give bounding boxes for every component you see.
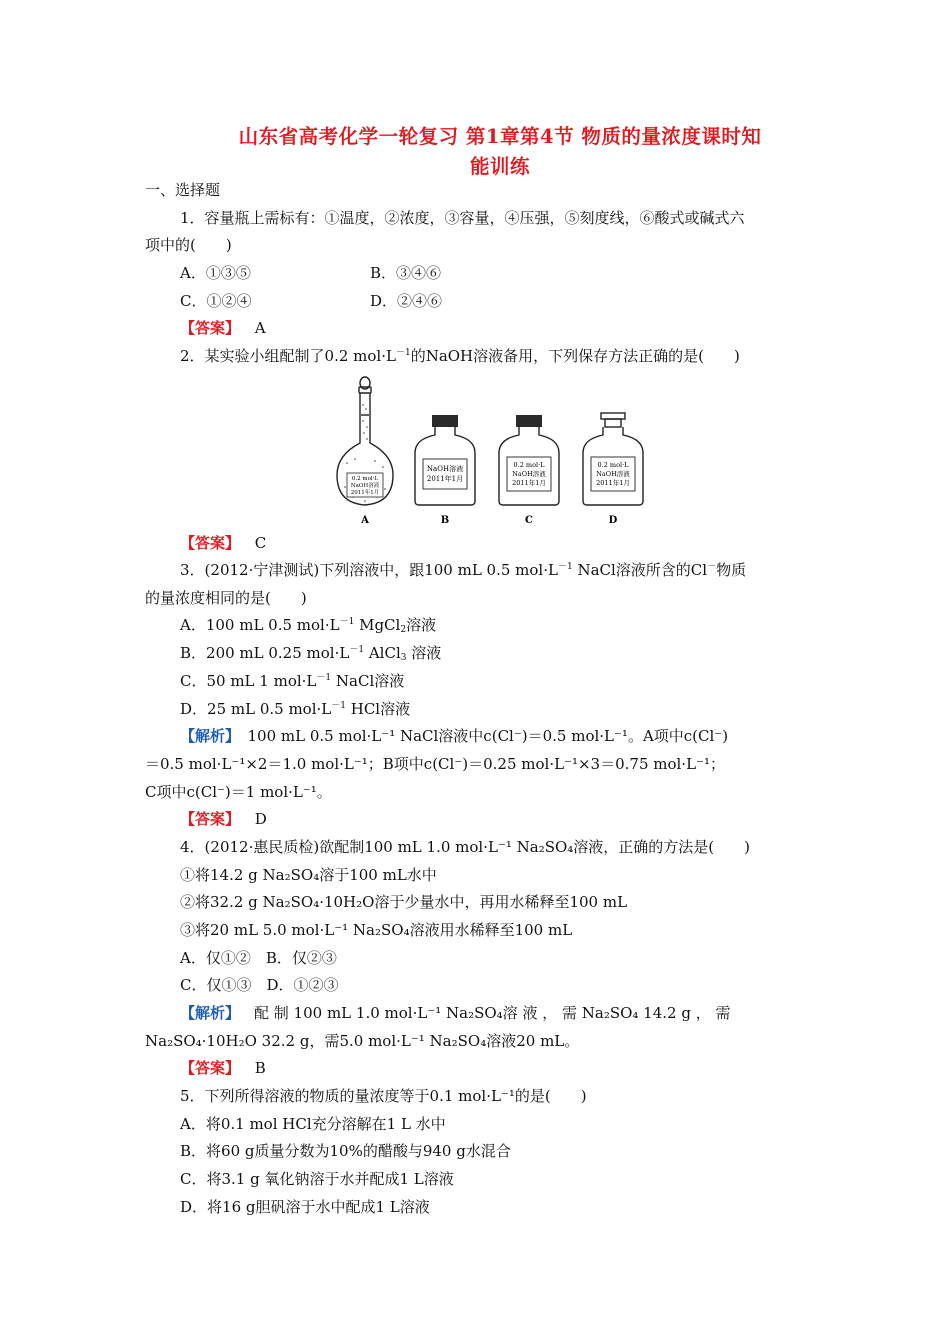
q3-option-d: D．25 mL 0.5 $mol\cdot L^{-1}$ HCl溶液 [180,700,411,718]
q1-option-d: D．②④⑥ [370,292,443,310]
q4-analysis-line1 [180,1003,731,1023]
bottle-d-label-line1: 0.2 mol·L [597,461,629,469]
q3-option-b-suffix: 溶液 [406,644,442,662]
section-heading: 一、选择题 [145,181,221,199]
q3-option-b: B．200 mL 0.25 $mol\cdot L^{-1}$ AlCl$_3$ 溶液 [180,644,442,663]
q3-analysis-line3: C项中c(Cl⁻)＝1 mol·L⁻¹。 [145,783,332,801]
q3-option-d-suffix: HCl溶液 [345,700,411,718]
title-line-2: 能训练 [469,155,530,178]
analysis-tag: 【解析】 [180,727,233,745]
q3-stem-post: 物质 [716,561,747,579]
flask-label-line1: 0.2 mol·L [351,476,379,482]
q3-stem-line2: 的量浓度相同的是( ) [145,589,307,607]
q4-stem: 4．(2012·惠民质检)欲配制100 mL 1.0 mol·L⁻¹ Na₂SO₄溶液，正确的方法是( ) [180,838,751,856]
q2-answer-value: C [254,534,267,552]
q1-stem-line1: 1．容量瓶上需标有：①温度，②浓度，③容量，④压强，⑤刻度线，⑥酸式或碱式六 [180,209,745,227]
q3-option-a-formula: MgCl [354,616,401,634]
title-line-1: 山东省高考化学一轮复习 第1章第4节 物质的量浓度课时知 [238,125,762,148]
flask-label-line2: NaOH溶液 [350,483,380,489]
q3-option-b-text: B．200 mL 0.25 mol·L [180,644,350,662]
q3-option-a: A．100 mL 0.5 $mol\cdot L^{-1}$ MgCl$_2$溶液 [180,616,437,635]
q3-option-c: C．50 mL 1 $mol\cdot L^{-1}$ NaCl溶液 [180,672,405,690]
bottle-c-label-line3: 2011年1月 [512,479,546,487]
q4-answer-value: B [254,1059,266,1077]
q1-option-a: A．①③⑤ [180,264,251,282]
bottle-d-label-line3: 2011年1月 [596,479,630,487]
q3-option-a-text: A．100 mL 0.5 mol·L [180,616,340,634]
bottle-c-label-line1: 0.2 mol·L [513,461,545,469]
bottle-rubber-stopper-icon [415,415,475,505]
figure-label-c: C [525,515,533,526]
q4-analysis-text1: 配 制 100 mL 1.0 mol·L⁻¹ Na₂SO₄溶 液 ， 需 Na₂SO₄ 14.2 g ， 需 [254,1004,731,1022]
q4-options-row1: A．仅①② B．仅②③ [180,949,337,967]
q3-answer [180,809,267,829]
q5-option-d: D．将16 g胆矾溶于水中配成1 L溶液 [180,1198,430,1216]
q2-stem: 2．某实验小组配制了0.2 $mol\cdot L^{-1}$的NaOH溶液备用，下列保存方法正确的是( ) [180,347,740,365]
answer-tag: 【答案】 [180,319,241,337]
q1-option-b: B．③④⑥ [370,264,442,282]
bottle-glass-stopper-icon [583,413,643,505]
answer-tag: 【答案】 [180,1059,241,1077]
figure-label-b: B [440,515,450,526]
q3-answer-value: D [254,810,267,828]
q3-stem-mid: NaCl溶液所含的Cl [572,561,708,579]
q1-stem-line2: 项中的( ) [145,236,232,254]
q4-item-1: ①将14.2 g Na₂SO₄溶于100 mL水中 [180,866,437,884]
q5-option-c: C．将3.1 g 氧化钠溶于水并配成1 L溶液 [180,1170,454,1188]
q1-answer [180,318,266,338]
q2-figure [325,375,645,527]
storage-options-figure [325,375,645,527]
q3-option-c-text: C．50 mL 1 mol·L [180,672,317,690]
figure-label-d: D [608,515,618,526]
answer-tag: 【答案】 [180,534,241,552]
q1-answer-value: A [254,319,266,337]
analysis-tag: 【解析】 [180,1004,241,1022]
q2-stem-post: 的NaOH溶液备用，下列保存方法正确的是( ) [410,347,740,365]
q4-analysis-line2: Na₂SO₄·10H₂O 32.2 g，需5.0 mol·L⁻¹ Na₂SO₄溶液20 mL。 [145,1032,580,1050]
q3-option-c-suffix: NaCl溶液 [331,672,405,690]
bottle-b-label-line2: 2011年1月 [426,475,464,483]
bottle-d-label-line2: NaOH溶液 [596,470,630,478]
q3-option-d-text: D．25 mL 0.5 mol·L [180,700,332,718]
bottle-c-label-line2: NaOH溶液 [512,470,546,478]
document-title [150,122,850,182]
answer-tag: 【答案】 [180,810,241,828]
q2-stem-pre: 2．某实验小组配制了0.2 mol·L [180,347,396,365]
q4-item-2: ②将32.2 g Na₂SO₄·10H₂O溶于少量水中，再用水稀释至100 mL [180,893,628,911]
q3-stem-line1: 3．(2012·宁津测试)下列溶液中，跟100 mL 0.5 $mol\cdot L^{-1}$ NaCl溶液所含的Cl－物质 [180,561,747,579]
bottle-rubber-stopper-icon [499,415,559,505]
q1-option-c: C．①②④ [180,292,252,310]
bottle-b-label-line1: NaOH溶液 [426,465,464,473]
q3-option-a-suffix: 溶液 [406,616,437,634]
q3-analysis-text1: 100 mL 0.5 mol·L⁻¹ NaCl溶液中c(Cl⁻)＝0.5 mol·L⁻¹。A项中c(Cl⁻) [232,727,729,745]
q4-answer [180,1058,266,1078]
q3-stem-pre: 3．(2012·宁津测试)下列溶液中，跟100 mL 0.5 mol·L [180,561,558,579]
q3-analysis-line2: ＝0.5 mol·L⁻¹×2＝1.0 mol·L⁻¹；B项中c(Cl⁻)＝0.25 mol·L⁻¹×3＝0.75 mol·L⁻¹； [145,755,725,773]
q4-item-3: ③将20 mL 5.0 mol·L⁻¹ Na₂SO₄溶液用水稀释至100 mL [180,921,573,939]
q5-option-b: B．将60 g质量分数为10%的醋酸与940 g水混合 [180,1142,511,1160]
figure-label-a: A [361,515,369,526]
q3-option-b-formula: AlCl [364,644,401,662]
q5-option-a: A．将0.1 mol HCl充分溶解在1 L 水中 [180,1115,446,1133]
flask-label-line3: 2011年1月 [350,490,380,496]
q2-answer [180,533,266,553]
q3-analysis-line1 [180,726,728,746]
q5-stem: 5．下列所得溶液的物质的量浓度等于0.1 mol·L⁻¹的是( ) [180,1087,587,1105]
q4-options-row2: C．仅①③ D．①②③ [180,976,339,994]
